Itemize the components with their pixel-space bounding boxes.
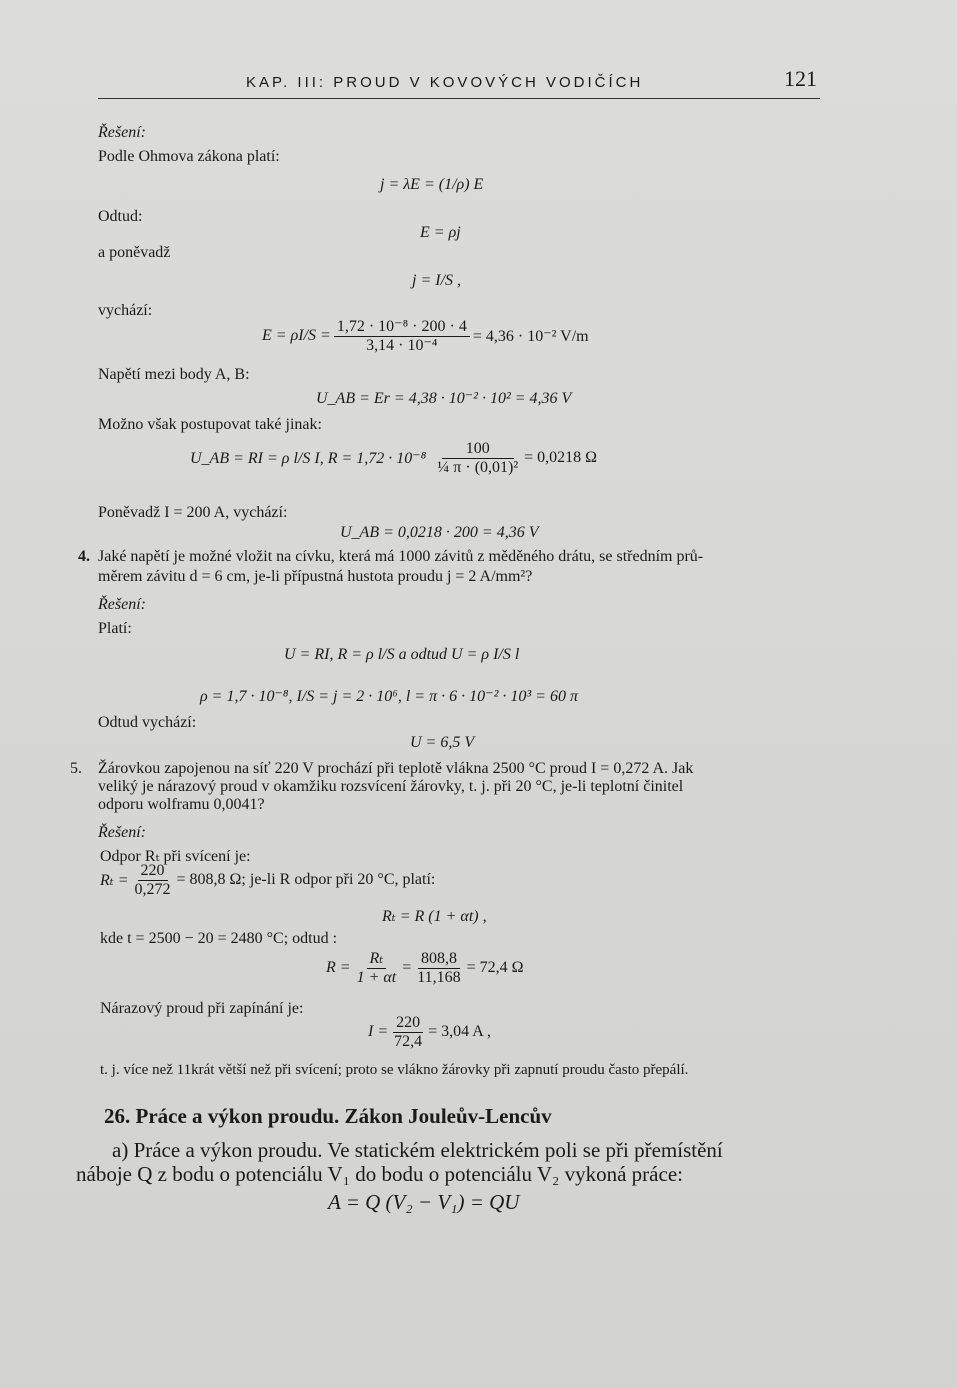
text-ponevadz-i: Poněvadž I = 200 A, vychází: [98, 504, 288, 521]
eq-r-denominator: ¼ π · (0,01)² [437, 458, 519, 476]
eq-u-ri: U = RI, R = ρ l/S a odtud U = ρ I/S l [284, 646, 520, 663]
text-plati: Platí: [98, 620, 132, 637]
eq-r-frac1-num: Rₜ [367, 950, 387, 969]
eq-uab-ri [190, 440, 597, 476]
eq-rt-r: Rₜ = R (1 + αt) , [382, 908, 487, 925]
eq-rho-values: ρ = 1,7 · 10⁻⁸, I/S = j = 2 · 10⁶, l = π · 6 · 10⁻² · 10³ = 60 π [200, 688, 578, 705]
eq-i-lhs: I = [368, 1023, 389, 1041]
eq-rt-fraction [132, 862, 174, 898]
eq-i-denominator: 72,4 [394, 1032, 423, 1050]
problem-5-line3: odporu wolframu 0,0041? [98, 796, 265, 813]
text-ponevadz: a poněvadž [98, 244, 171, 261]
eq-r-frac2-num: 808,8 [418, 950, 460, 969]
text-zaver: t. j. více než 11krát větší než při svícení; proto se vlákno žárovky při zapnutí proudu často přepálí. [100, 1062, 689, 1078]
eq-r-frac1-den: 1 + αt [356, 968, 397, 986]
eq-r [326, 950, 524, 986]
eq-r-equals: = [402, 959, 412, 977]
section-title: 26. Práce a výkon proudu. Zákon Jouleův-Lencův [104, 1104, 552, 1128]
running-header: KAP. III: PROUD V KOVOVÝCH VODIČÍCH [246, 74, 644, 91]
text-kde: kde t = 2500 − 20 = 2480 °C; odtud : [100, 930, 338, 947]
eq-e-denominator: 3,14 · 10⁻⁴ [366, 336, 438, 354]
text-napeti: Napětí mezi body A, B: [98, 366, 250, 383]
eq-r-frac1 [354, 950, 400, 986]
eq-rt-rhs: = 808,8 Ω; je-li R odpor při 20 °C, platí: [176, 871, 436, 889]
eq-r-frac2 [414, 950, 463, 986]
eq-uab-ri-lhs: U_AB = RI = ρ l/S I, R = 1,72 · 10⁻⁸ [190, 450, 427, 468]
problem-5-number: 5. [70, 760, 82, 777]
eq-rt-numerator: 220 [138, 862, 168, 881]
eq-i-fraction [391, 1014, 425, 1050]
text-ohm: Podle Ohmova zákona platí: [98, 148, 280, 165]
eq-work: A = Q (V₂ − V₁) = QU [328, 1190, 520, 1214]
eq-r-fraction [434, 440, 521, 476]
problem-5-line1: Žárovkou zapojenou na síť 220 V prochází při teplotě vlákna 2500 °C proud I = 0,272 A. Jak [98, 760, 694, 777]
problem-5-line2: veliký je nárazový proud v okamžiku rozsvícení žárovky, t. j. při 20 °C, je-li teplotní činitel [98, 778, 684, 795]
reseni-label-4: Řešení: [98, 596, 146, 613]
eq-e-rho-j: E = ρj [420, 224, 461, 241]
eq-e-rhs: = 4,36 · 10⁻² V/m [472, 328, 589, 346]
eq-uab-result: U_AB = 0,0218 · 200 = 4,36 V [340, 524, 539, 541]
eq-e-numerator: 1,72 · 10⁻⁸ · 200 · 4 [334, 318, 470, 337]
problem-4-number: 4. [78, 548, 90, 565]
eq-rt-lhs: Rₜ = [100, 872, 129, 890]
eq-r-rhs: = 0,0218 Ω [524, 449, 598, 467]
header-rule [98, 98, 820, 99]
text-narazovy: Nárazový proud při zapínání je: [100, 1000, 304, 1017]
eq-r-lhs: R = [326, 959, 351, 977]
text-vychazi: vychází: [98, 302, 153, 319]
eq-e-fraction [334, 318, 470, 354]
eq-i-numerator: 220 [393, 1014, 423, 1033]
eq-r-rhs: = 72,4 Ω [466, 959, 524, 977]
problem-4-line1: Jaké napětí je možné vložit na cívku, která má 1000 závitů z měděného drátu, se středním prů- [98, 548, 704, 565]
eq-u-result: U = 6,5 V [410, 734, 475, 751]
eq-i-rhs: = 3,04 A , [428, 1023, 491, 1041]
eq-rt [100, 862, 435, 898]
reseni-label: Řešení: [98, 124, 146, 141]
eq-e-lhs: E = ρI/S = [262, 327, 331, 345]
text-odtud: Odtud: [98, 208, 143, 225]
eq-r-numerator: 100 [442, 440, 514, 459]
section-line2: náboje Q z bodu o potenciálu V₁ do bodu o potenciálu V₂ vykoná práce: [76, 1162, 683, 1186]
eq-rt-denominator: 0,272 [134, 880, 171, 898]
eq-j-lambda: j = λE = (1/ρ) E [380, 176, 484, 193]
eq-uab-er: U_AB = Er = 4,38 · 10⁻² · 10² = 4,36 V [316, 390, 572, 407]
text-mozno: Možno však postupovat také jinak: [98, 416, 322, 433]
eq-j-i-s: j = I/S , [412, 272, 462, 289]
section-line1: a) Práce a výkon proudu. Ve statickém elektrickém poli se při přemístění [112, 1138, 723, 1162]
text-odtud-vychazi: Odtud vychází: [98, 714, 197, 731]
reseni-label-5: Řešení: [98, 824, 146, 841]
eq-r-frac2-den: 11,168 [417, 968, 461, 986]
eq-i [368, 1014, 491, 1050]
page-number: 121 [784, 66, 817, 91]
eq-e-value [262, 318, 589, 354]
text-odpor: Odpor Rₜ při svícení je: [100, 848, 251, 865]
problem-4-line2: měrem závitu d = 6 cm, je-li přípustná hustota proudu j = 2 A/mm²? [98, 568, 533, 585]
